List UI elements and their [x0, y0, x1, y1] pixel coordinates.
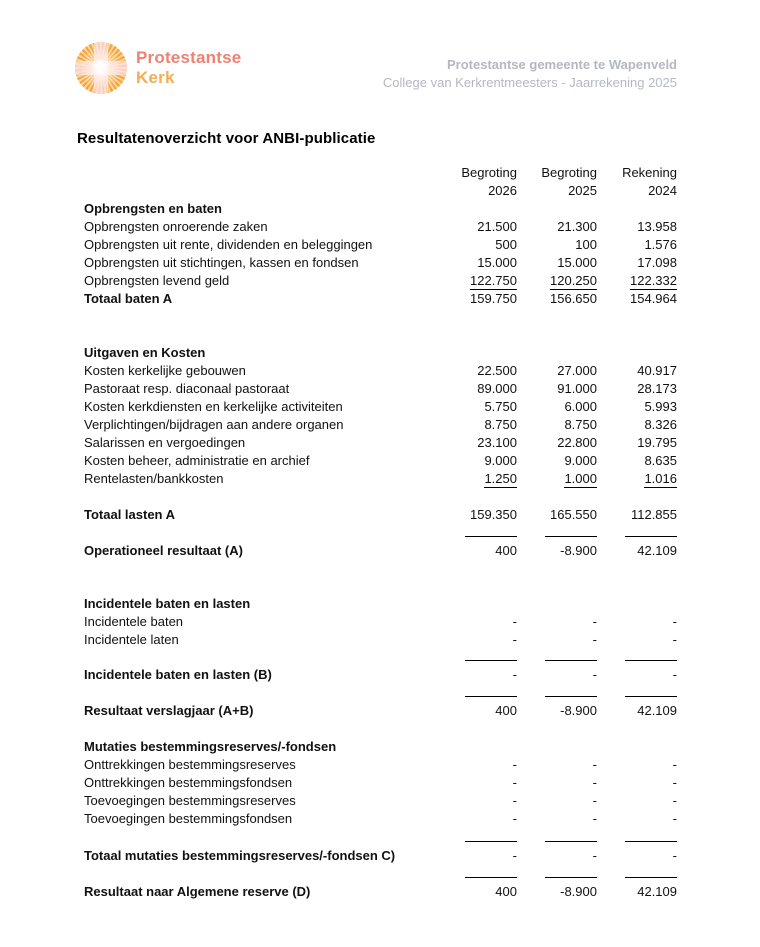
- sum-line: [437, 829, 517, 847]
- value-cell: -: [512, 614, 517, 629]
- header-report-subtitle: College van Kerkrentmeesters - Jaarrekening 2025: [382, 75, 677, 90]
- row-label: Incidentele baten en lasten (B): [84, 667, 272, 682]
- value-cell: -: [672, 793, 677, 808]
- data-row: [84, 236, 677, 254]
- row-label: Uitgaven en Kosten: [84, 345, 206, 360]
- value-cell: 89.000: [477, 381, 517, 396]
- column-header-rekening-2024: [597, 164, 677, 200]
- row-label: Incidentele laten: [84, 632, 179, 647]
- value-cell: 159.750: [470, 291, 517, 306]
- spacer: [84, 560, 677, 595]
- sum-line: [597, 865, 677, 883]
- row-label: Opbrengsten uit stichtingen, kassen en fondsen: [84, 255, 359, 270]
- value-cell: 8.326: [644, 417, 677, 432]
- spacer: [84, 720, 677, 738]
- sum-line: [517, 524, 597, 542]
- value-cell: 122.332: [630, 273, 677, 288]
- column-header-begroting-2026: [437, 164, 517, 200]
- value-cell: 28.173: [637, 381, 677, 396]
- value-cell: 21.300: [557, 219, 597, 234]
- total-row: [84, 883, 677, 901]
- sum-line: [597, 684, 677, 702]
- value-cell: 156.650: [550, 291, 597, 306]
- sum-rule-row: [84, 692, 677, 702]
- row-label: Opbrengsten en baten: [84, 201, 222, 216]
- pkn-logo-text: [136, 42, 241, 94]
- value-cell: -: [592, 811, 597, 826]
- value-cell: 400: [495, 884, 517, 899]
- value-cell: 6.000: [564, 399, 597, 414]
- value-cell: -: [672, 775, 677, 790]
- value-cell: -: [592, 614, 597, 629]
- sum-line: [517, 865, 597, 883]
- value-cell: -: [592, 848, 597, 863]
- row-label: Mutaties bestemmingsreserves/-fondsen: [84, 739, 337, 754]
- table-column-headers: [84, 164, 677, 200]
- header-congregation-name: Protestantse gemeente te Wapenveld: [447, 57, 677, 72]
- row-label: Totaal lasten A: [84, 507, 176, 522]
- value-cell: -: [672, 811, 677, 826]
- sum-rule-row: [84, 532, 677, 542]
- value-cell: 15.000: [557, 255, 597, 270]
- value-cell: 400: [495, 543, 517, 558]
- row-label: Totaal baten A: [84, 291, 173, 306]
- value-cell: 100: [575, 237, 597, 252]
- pkn-logo-mark: [75, 42, 127, 94]
- value-cell: 42.109: [637, 543, 677, 558]
- data-row: [84, 398, 677, 416]
- value-cell: 8.635: [644, 453, 677, 468]
- results-table: [84, 164, 677, 901]
- value-cell: 13.958: [637, 219, 677, 234]
- column-header-line: Begroting: [461, 165, 517, 180]
- value-cell: 40.917: [637, 363, 677, 378]
- dove-icon: [88, 55, 114, 81]
- logo-word-kerk: Kerk: [136, 68, 175, 87]
- value-cell: 15.000: [477, 255, 517, 270]
- value-cell: 8.750: [484, 417, 517, 432]
- value-cell: 8.750: [564, 417, 597, 432]
- sum-rule-row: [84, 656, 677, 666]
- value-cell: 17.098: [637, 255, 677, 270]
- value-cell: -: [512, 667, 517, 682]
- row-label: Operationeel resultaat (A): [84, 543, 243, 558]
- row-label: Kosten kerkdiensten en kerkelijke activiteiten: [84, 399, 343, 414]
- data-row: [84, 380, 677, 398]
- value-cell: 42.109: [637, 884, 677, 899]
- value-cell: -: [592, 775, 597, 790]
- data-row: [84, 810, 677, 828]
- value-cell: 91.000: [557, 381, 597, 396]
- sum-line: [597, 648, 677, 666]
- row-label: Resultaat naar Algemene reserve (D): [84, 884, 311, 899]
- page-title: Resultatenoverzicht voor ANBI-publicatie: [77, 130, 376, 147]
- table-rows: [84, 200, 677, 901]
- column-header-line: Rekening: [622, 165, 677, 180]
- row-label: Opbrengsten onroerende zaken: [84, 219, 268, 234]
- column-header-line: Begroting: [541, 165, 597, 180]
- value-cell: -8.900: [560, 543, 597, 558]
- value-cell: -: [512, 793, 517, 808]
- value-cell: -: [512, 632, 517, 647]
- value-cell: 23.100: [477, 435, 517, 450]
- row-label: Pastoraat resp. diaconaal pastoraat: [84, 381, 290, 396]
- value-cell: 122.750: [470, 273, 517, 288]
- value-cell: -: [592, 757, 597, 772]
- logo-word-protestantse: Protestantse: [136, 48, 242, 67]
- data-row: [84, 416, 677, 434]
- section-header-row: [84, 200, 677, 218]
- sum-line: [437, 648, 517, 666]
- value-cell: -8.900: [560, 703, 597, 718]
- spacer: [84, 488, 677, 506]
- value-cell: 9.000: [564, 453, 597, 468]
- total-row: [84, 847, 677, 865]
- value-cell: -: [512, 848, 517, 863]
- value-cell: 1.016: [644, 471, 677, 486]
- value-cell: 400: [495, 703, 517, 718]
- value-cell: -: [672, 848, 677, 863]
- total-row: [84, 290, 677, 308]
- column-header-begroting-2025: [517, 164, 597, 200]
- row-label: Toevoegingen bestemmingsfondsen: [84, 811, 293, 826]
- value-cell: 19.795: [637, 435, 677, 450]
- data-row: [84, 792, 677, 810]
- value-cell: 5.750: [484, 399, 517, 414]
- pkn-logo: [75, 42, 241, 94]
- data-row: [84, 218, 677, 236]
- row-label: Incidentele baten en lasten: [84, 596, 251, 611]
- value-cell: 27.000: [557, 363, 597, 378]
- sum-rule-row: [84, 837, 677, 847]
- value-cell: -: [592, 632, 597, 647]
- row-label: Verplichtingen/bijdragen aan andere organen: [84, 417, 344, 432]
- data-row: [84, 631, 677, 649]
- row-label: Opbrengsten levend geld: [84, 273, 230, 288]
- sum-line: [517, 829, 597, 847]
- value-cell: 1.250: [484, 471, 517, 486]
- value-cell: -: [672, 614, 677, 629]
- total-row: [84, 702, 677, 720]
- data-row: [84, 272, 677, 290]
- value-cell: -8.900: [560, 884, 597, 899]
- row-label: Onttrekkingen bestemmingsfondsen: [84, 775, 293, 790]
- sum-line: [517, 648, 597, 666]
- value-cell: 5.993: [644, 399, 677, 414]
- column-header-year: 2025: [568, 183, 597, 198]
- row-label: Onttrekkingen bestemmingsreserves: [84, 757, 296, 772]
- value-cell: 22.500: [477, 363, 517, 378]
- value-cell: 159.350: [470, 507, 517, 522]
- row-label: Toevoegingen bestemmingsreserves: [84, 793, 296, 808]
- data-row: [84, 613, 677, 631]
- column-header-year: 2024: [648, 183, 677, 198]
- value-cell: 120.250: [550, 273, 597, 288]
- row-label: Salarissen en vergoedingen: [84, 435, 246, 450]
- document-header: [383, 56, 677, 92]
- sum-line: [597, 524, 677, 542]
- sum-line: [437, 524, 517, 542]
- data-row: [84, 470, 677, 488]
- row-label: Totaal mutaties bestemmingsreserves/-fondsen C): [84, 848, 396, 863]
- section-header-row: [84, 738, 677, 756]
- row-label: Kosten kerkelijke gebouwen: [84, 363, 246, 378]
- row-label: Resultaat verslagjaar (A+B): [84, 703, 254, 718]
- row-label: Incidentele baten: [84, 614, 184, 629]
- data-row: [84, 362, 677, 380]
- value-cell: 22.800: [557, 435, 597, 450]
- total-row: [84, 506, 677, 524]
- value-cell: -: [672, 757, 677, 772]
- value-cell: -: [592, 667, 597, 682]
- data-row: [84, 774, 677, 792]
- spacer: [84, 308, 677, 344]
- row-label: Kosten beheer, administratie en archief: [84, 453, 310, 468]
- total-row: [84, 542, 677, 560]
- sum-line: [597, 829, 677, 847]
- sum-line: [437, 684, 517, 702]
- value-cell: 21.500: [477, 219, 517, 234]
- value-cell: 154.964: [630, 291, 677, 306]
- sum-line: [437, 865, 517, 883]
- value-cell: -: [672, 632, 677, 647]
- value-cell: 1.576: [644, 237, 677, 252]
- row-label: Rentelasten/bankkosten: [84, 471, 224, 486]
- value-cell: 1.000: [564, 471, 597, 486]
- value-cell: 112.855: [630, 507, 677, 522]
- data-row: [84, 452, 677, 470]
- value-cell: -: [512, 811, 517, 826]
- section-header-row: [84, 595, 677, 613]
- total-row: [84, 666, 677, 684]
- section-header-row: [84, 344, 677, 362]
- value-cell: 42.109: [637, 703, 677, 718]
- value-cell: -: [512, 775, 517, 790]
- sum-line: [517, 684, 597, 702]
- data-row: [84, 254, 677, 272]
- value-cell: 9.000: [484, 453, 517, 468]
- row-label: Opbrengsten uit rente, dividenden en beleggingen: [84, 237, 373, 252]
- value-cell: 500: [495, 237, 517, 252]
- data-row: [84, 756, 677, 774]
- value-cell: -: [512, 757, 517, 772]
- sum-rule-row: [84, 873, 677, 883]
- value-cell: -: [592, 793, 597, 808]
- column-header-year: 2026: [488, 183, 517, 198]
- data-row: [84, 434, 677, 452]
- value-cell: -: [672, 667, 677, 682]
- value-cell: 165.550: [550, 507, 597, 522]
